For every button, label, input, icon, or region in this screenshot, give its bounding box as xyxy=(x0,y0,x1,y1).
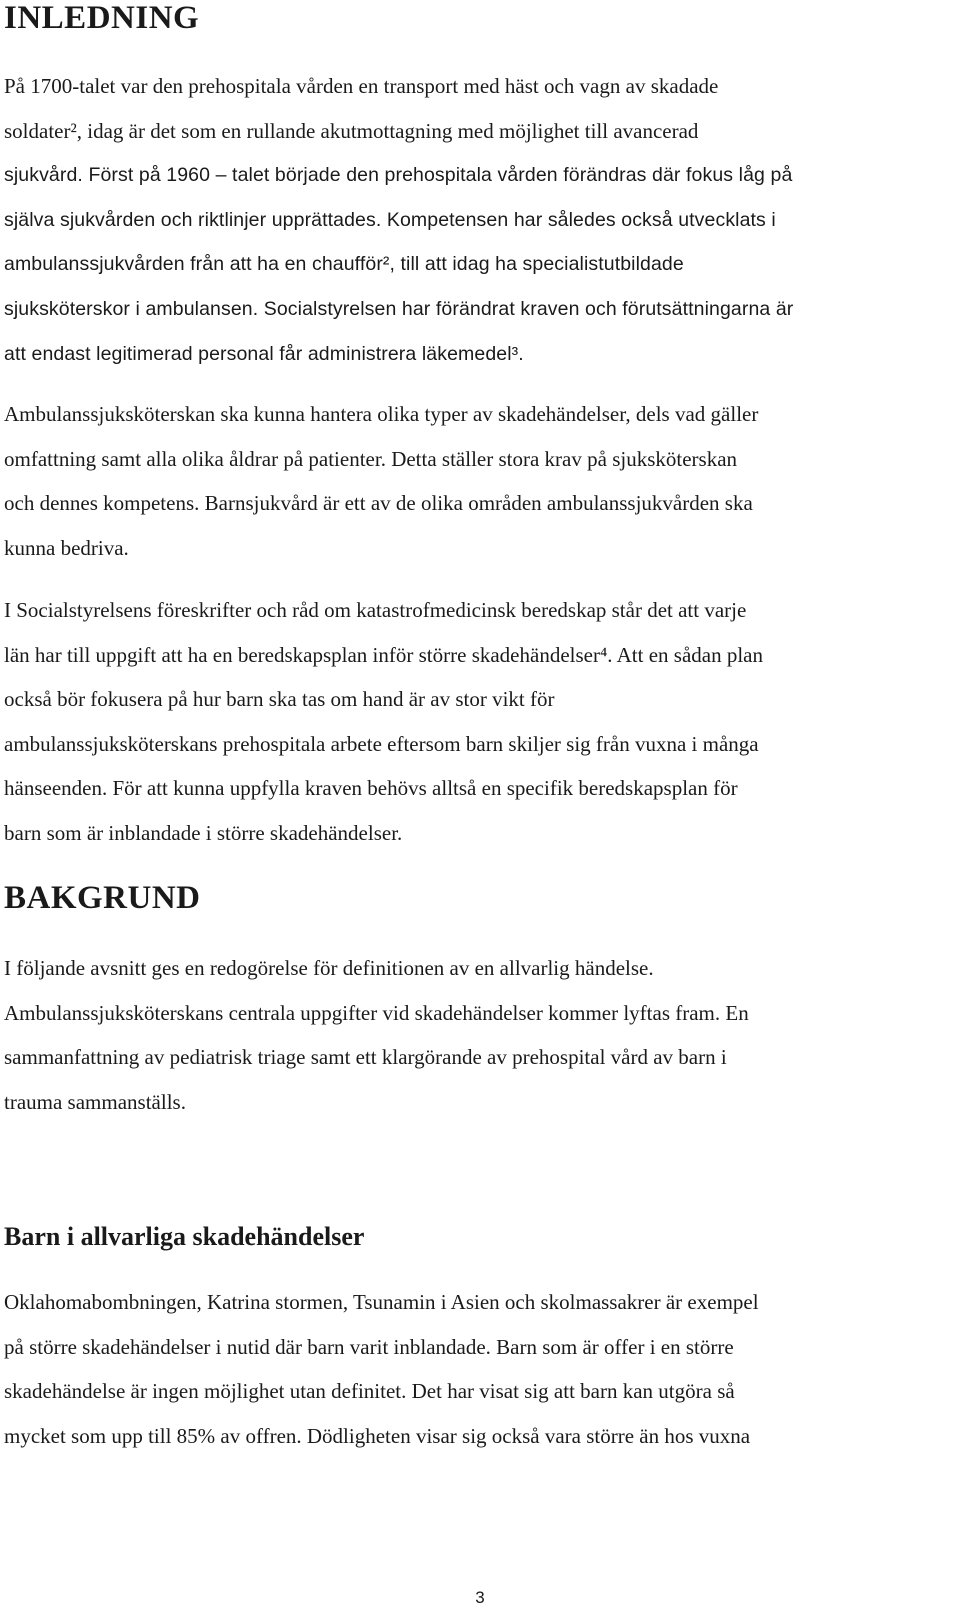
text-line: Ambulanssjuksköterskans centrala uppgifter vid skadehändelser kommer lyftas fram. En xyxy=(4,1000,749,1025)
text-line: mycket som upp till 85% av offren. Dödligheten visar sig också vara större än hos vuxna xyxy=(4,1423,751,1448)
text-line: skadehändelse är ingen möjlighet utan definitet. Det har visat sig att barn kan utgöra så xyxy=(4,1379,735,1404)
text-line: hänseenden. För att kunna uppfylla kraven behövs alltså en specifik beredskapsplan för xyxy=(4,776,738,801)
paragraph-bakgrund-1 xyxy=(4,946,944,1124)
text-line: att endast legitimerad personal får administrera läkemedel³. xyxy=(4,342,524,365)
text-line: soldater², idag är det som en rullande akutmottagning med möjlighet till avancerad xyxy=(4,118,699,143)
text-line: på större skadehändelser i nutid där barn varit inblandade. Barn som är offer i en större xyxy=(4,1334,734,1359)
heading-inledning: INLEDNING xyxy=(4,0,200,36)
text-line: själva sjukvården och riktlinjer upprättades. Kompetensen har således också utvecklats i xyxy=(4,208,776,231)
text-line: län har till uppgift att ha en beredskapsplan inför större skadehändelser⁴. Att en sådan plan xyxy=(4,642,764,667)
text-line: sjuksköterskor i ambulansen. Socialstyrelsen har förändrat kraven och förutsättningarna är xyxy=(4,297,794,320)
text-line: På 1700-talet var den prehospitala vården en transport med häst och vagn av skadade xyxy=(4,74,719,98)
page-number: 3 xyxy=(475,1588,485,1607)
text-line: också bör fokusera på hur barn ska tas om hand är av stor vikt för xyxy=(4,687,555,712)
text-line: sjukvård. Först på 1960 – talet började den prehospitala vården förändras där fokus låg på xyxy=(4,164,793,187)
text-line: trauma sammanställs. xyxy=(4,1089,186,1114)
text-line: ambulanssjukvården från att ha en chaufför², till att idag ha specialistutbildade xyxy=(4,253,684,276)
text-line: omfattning samt alla olika åldrar på patienter. Detta ställer stora krav på sjuksköterskan xyxy=(4,446,738,471)
text-line: barn som är inblandade i större skadehändelser. xyxy=(4,820,403,845)
text-line: sammanfattning av pediatrisk triage samt ett klargörande av prehospital vård av barn i xyxy=(4,1045,727,1070)
paragraph-barn-1 xyxy=(4,1280,944,1458)
text-line: kunna bedriva. xyxy=(4,535,129,560)
text-line: I följande avsnitt ges en redogörelse för definitionen av en allvarlig händelse. xyxy=(4,956,654,980)
paragraph-inledning-1 xyxy=(4,64,944,376)
text-line: ambulanssjuksköterskans prehospitala arbete eftersom barn skiljer sig från vuxna i många xyxy=(4,731,759,756)
text-line: Oklahomabombningen, Katrina stormen, Tsunamin i Asien och skolmassakrer är exempel xyxy=(4,1290,759,1314)
paragraph-inledning-3 xyxy=(4,588,944,856)
text-line: och dennes kompetens. Barnsjukvård är ett av de olika områden ambulanssjukvården ska xyxy=(4,491,753,516)
heading-barn-i-allvarliga-skadehandelser: Barn i allvarliga skadehändelser xyxy=(4,1222,365,1251)
heading-bakgrund: BAKGRUND xyxy=(4,880,201,916)
text-line: I Socialstyrelsens föreskrifter och råd om katastrofmedicinsk beredskap står det att varje xyxy=(4,598,747,622)
text-line: Ambulanssjuksköterskan ska kunna hantera olika typer av skadehändelser, dels vad gäller xyxy=(4,402,759,426)
paragraph-inledning-2 xyxy=(4,392,944,570)
